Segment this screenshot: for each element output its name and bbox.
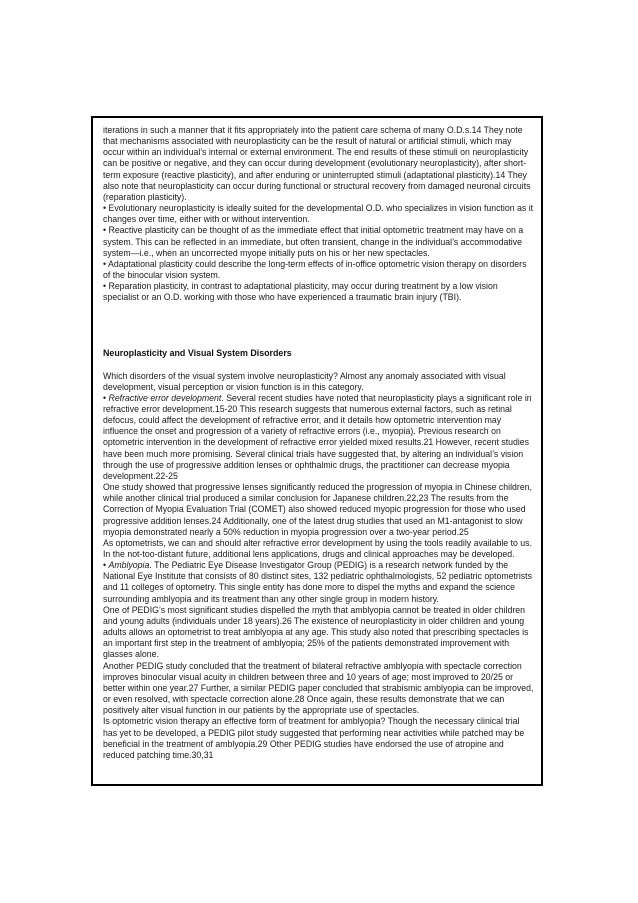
- section-spacer: [103, 304, 535, 348]
- amblyopia-paragraph: [103, 560, 535, 605]
- bullet-marker: •: [103, 392, 109, 403]
- text-frame: [91, 116, 543, 786]
- pedig-older-children-paragraph: One of PEDIG’s most significant studies dispelled the myth that amblyopia cannot be treated in older children and young adults (individuals under 18 years).26 The existence of neuroplasticity in older children and young adults allows an optometrist to treat amblyopia at any age. This study also noted that prescribing spectacles is an important first step in the treatment of amblyopia; 25% of the patients demonstrated improvement with glasses alone.: [103, 604, 529, 660]
- bullet-reactive: • Reactive plasticity can be thought of as the immediate effect that initial optometric treatment may have on a system. This can be reflected in an immediate, but often transient, change in the individual’s accommodative system—i.e., when an uncorrected myope initially puts on his or her new spectacles.: [103, 225, 524, 258]
- intro-paragraph: iterations in such a manner that it fits appropriately into the patient care schema of many O.D.s.14 They note that mechanisms associated with neuroplasticity can be the result of natural or artificial stimuli, which may occur within an individual’s internal or external environment. The end results of these stimuli on neuroplasticity can be positive or negative, and they can occur during development (evolutionary neuroplasticity), after short-term exposure (reactive plasticity), and after enduring or uninterrupted stimuli (adaptational plasticity).14 They also note that neuroplasticity can occur during functional or structural recovery from damaged neuronal circuits (reparation plasticity).: [103, 125, 531, 202]
- bullet-evolutionary: • Evolutionary neuroplasticity is ideally suited for the developmental O.D. who specializes in vision function as it changes over time, either with or without intervention.: [103, 203, 534, 225]
- optometrists-paragraph: As optometrists, we can and should alter refractive error development by using the tools readily available to us. In the not-too-distant future, additional lens applications, drugs and clinical approaches may be developed.: [103, 537, 532, 559]
- refractive-error-term: Refractive error development: [108, 392, 222, 403]
- amblyopia-text: . The Pediatric Eye Disease Investigator Group (PEDIG) is a research network funded by the National Eye Institute that consists of 80 distinct sites, 132 pediatric ophthalmologists, 52 pediatric optometrists and 11 colleges of optometry. This single entity has done more to dispel the myths and expand the science surrounding amblyopia and its treatment than any other single group in modern history.: [103, 560, 532, 604]
- pedig-bilateral-paragraph: Another PEDIG study concluded that the treatment of bilateral refractive amblyopia with spectacle correction improves binocular visual acuity in children between three and 10 years of age; most improved to 20/25 or better within one year.27 Further, a similar PEDIG paper concluded that strabismic amblyopia can be improved, or even resolved, with spectacle correction alone.28 Once again, these results demonstrate that we can positively alter visual function in our patients by the appropriate use of spectacles.: [103, 660, 534, 716]
- bullet-reparation: • Reparation plasticity, in contrast to adaptational plasticity, may occur during treatment by a low vision specialist or an O.D. working with those who have experienced a traumatic brain injury (TBI).: [103, 281, 498, 303]
- refractive-error-text: . Several recent studies have noted that neuroplasticity plays a significant role in refractive error development.15-20 This research suggests that numerous external factors, such as retinal defocus, could affect the development of refractive error, and it details how optometric intervention may influence the onset and progression of a variety of refractive errors (i.e., myopia). Previous research on optometric intervention in the development of refractive error yielded mixed results.21 However, recent studies have been much more promising. Several clinical trials have suggested that, by altering an individual’s vision through the use of progressive addition lenses or ophthalmic drugs, the practitioner can decrease myopia development.22-25: [103, 392, 532, 481]
- refractive-error-paragraph: [103, 393, 535, 482]
- heading-spacer: [103, 359, 535, 371]
- myopia-studies-paragraph: One study showed that progressive lenses significantly reduced the progression of myopia in Chinese children, while another clinical trial produced a similar conclusion for Japanese children.22,23 The results from the Correction of Myopia Evaluation Trial (COMET) also showed reduced myopic progression for those who used progressive addition lenses.24 Additionally, one of the latest drug studies that used an M1-antagonist to slow myopia demonstrated nearly a 50% reduction in myopia progression over a two-year period.25: [103, 482, 532, 537]
- amblyopia-term: Amblyopia: [108, 560, 150, 571]
- section-heading: Neuroplasticity and Visual System Disorders: [103, 347, 292, 358]
- vision-therapy-paragraph: Is optometric vision therapy an effective form of treatment for amblyopia? Though the necessary clinical trial has yet to be developed, a PEDIG pilot study suggested that performing near activities while patched may be beneficial in the treatment of amblyopia.29 Other PEDIG studies have endorsed the use of atropine and reduced patching time.30,31: [103, 716, 525, 760]
- section-intro-paragraph: Which disorders of the visual system involve neuroplasticity? Almost any anomaly associated with visual development, visual perception or vision function is in this category.: [103, 370, 506, 392]
- bullet-adaptational: • Adaptational plasticity could describe the long-term effects of in-office optometric vision therapy on disorders of the binocular vision system.: [103, 258, 527, 281]
- bullet-marker: •: [103, 560, 109, 571]
- article-body: [103, 125, 535, 761]
